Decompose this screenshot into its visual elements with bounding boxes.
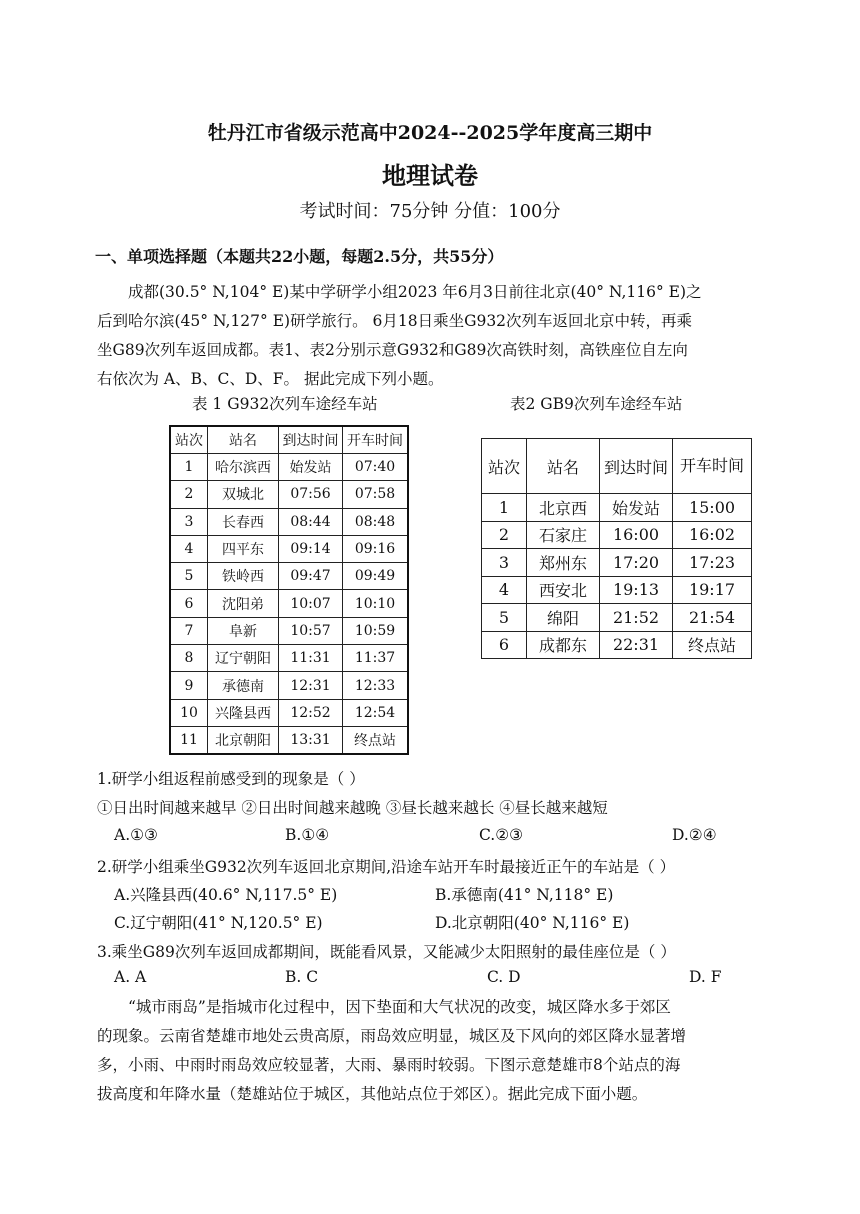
q2-option-a: A.兴隆县西(40.6° N,117.5° E) — [114, 886, 338, 904]
q3-stem: 3.乘坐G89次列车返回成都期间，既能看风景，又能减少太阳照射的最佳座位是（ ） — [97, 943, 676, 961]
table-row — [482, 604, 752, 632]
table-cell: 17:23 — [673, 549, 752, 577]
table-cell: 3 — [482, 549, 527, 577]
table-row — [170, 508, 408, 535]
q1-statements: ①日出时间越来越早 ②日出时间越来越晚 ③昼长越来越长 ④昼长越来越短 — [97, 799, 608, 817]
q3-option-b: B. C — [285, 968, 319, 986]
table-cell: 11:37 — [343, 645, 409, 672]
table-cell: 19:13 — [600, 576, 673, 604]
exam-title: 地理试卷 — [382, 161, 478, 190]
table-row — [170, 563, 408, 590]
table-header-row — [482, 439, 752, 494]
table-cell: 北京朝阳 — [208, 726, 279, 754]
exam-time-score: 考试时间：75分钟 分值：100分 — [299, 201, 561, 222]
table-cell: 9 — [170, 672, 208, 699]
table-cell: 5 — [170, 563, 208, 590]
table-cell: 8 — [170, 645, 208, 672]
table-cell: 6 — [170, 590, 208, 617]
table-cell: 21:54 — [673, 604, 752, 632]
table-row — [170, 617, 408, 644]
table2-caption: 表2 GB9次列车途经车站 — [510, 395, 683, 413]
intro-line-2: 后到哈尔滨(45° N,127° E)研学旅行。 6月18日乘坐G932次列车返回北京中转，再乘 — [97, 312, 693, 330]
table1-caption: 表 1 G932次列车途经车站 — [192, 395, 378, 413]
table-cell: 12:54 — [343, 699, 409, 726]
table-row — [482, 576, 752, 604]
table-cell: 双城北 — [208, 481, 279, 508]
table-cell: 10:57 — [279, 617, 343, 644]
table-cell: 西安北 — [527, 576, 600, 604]
table-cell: 10:10 — [343, 590, 409, 617]
table-cell: 17:20 — [600, 549, 673, 577]
q1-option-c: C.②③ — [479, 826, 524, 844]
table-cell: 09:14 — [279, 535, 343, 562]
table-cell: 辽宁朝阳 — [208, 645, 279, 672]
table-cell: 07:58 — [343, 481, 409, 508]
g932-timetable — [169, 425, 409, 755]
table-cell: 5 — [482, 604, 527, 632]
table-cell: 07:40 — [343, 454, 409, 481]
table-cell: 兴隆县西 — [208, 699, 279, 726]
q3-option-a: A. A — [114, 968, 147, 986]
table-cell: 成都东 — [527, 631, 600, 659]
table-cell: 2 — [170, 481, 208, 508]
table-cell: 石家庄 — [527, 521, 600, 549]
table-row — [482, 521, 752, 549]
table-cell: 09:47 — [279, 563, 343, 590]
table-cell: 13:31 — [279, 726, 343, 754]
table-row — [170, 481, 408, 508]
passage2-line-4: 拔高度和年降水量（楚雄站位于城区，其他站点位于郊区）。据此完成下面小题。 — [97, 1085, 648, 1103]
table-row — [482, 494, 752, 522]
table-row — [170, 454, 408, 481]
table-cell: 4 — [482, 576, 527, 604]
table-header-cell: 到达时间 — [600, 439, 673, 494]
table-cell: 1 — [170, 454, 208, 481]
table-cell: 12:52 — [279, 699, 343, 726]
table-cell: 7 — [170, 617, 208, 644]
table-cell: 承德南 — [208, 672, 279, 699]
table-cell: 12:33 — [343, 672, 409, 699]
table-cell: 郑州东 — [527, 549, 600, 577]
table-cell: 绵阳 — [527, 604, 600, 632]
table-cell: 阜新 — [208, 617, 279, 644]
table-cell: 22:31 — [600, 631, 673, 659]
exam-header-school: 牡丹江市省级示范高中2024--2025学年度高三期中 — [207, 122, 653, 144]
table-cell: 2 — [482, 521, 527, 549]
q2-option-b: B.承德南(41° N,118° E) — [435, 886, 614, 904]
table-cell: 始发站 — [600, 494, 673, 522]
table-cell: 21:52 — [600, 604, 673, 632]
passage2-line-1: “城市雨岛”是指城市化过程中，因下垫面和大气状况的改变，城区降水多于郊区 — [128, 998, 671, 1016]
table-header-row — [170, 426, 408, 454]
q3-option-c: C. D — [487, 968, 521, 986]
q3-option-d: D. F — [689, 968, 722, 986]
table-cell: 16:00 — [600, 521, 673, 549]
table-header-cell: 开车时间 — [673, 439, 752, 494]
table-cell: 4 — [170, 535, 208, 562]
q1-option-b: B.①④ — [285, 826, 330, 844]
table-cell: 始发站 — [279, 454, 343, 481]
table-header-cell: 站次 — [482, 439, 527, 494]
table-cell: 09:16 — [343, 535, 409, 562]
table-cell: 15:00 — [673, 494, 752, 522]
q1-option-d: D.②④ — [672, 826, 717, 844]
table-header-cell: 站名 — [208, 426, 279, 454]
intro-line-3: 坐G89次列车返回成都。表1、表2分别示意G932和G89次高铁时刻，高铁座位自左向 — [97, 341, 688, 359]
passage2-line-3: 多，小雨、中雨时雨岛效应较显著，大雨、暴雨时较弱。下图示意楚雄市8个站点的海 — [97, 1056, 681, 1074]
table-row — [170, 699, 408, 726]
table-cell: 07:56 — [279, 481, 343, 508]
table-cell: 11:31 — [279, 645, 343, 672]
table-row — [170, 535, 408, 562]
table-header-cell: 到达时间 — [279, 426, 343, 454]
table-header-cell: 站名 — [527, 439, 600, 494]
passage2-line-2: 的现象。云南省楚雄市地处云贵高原，雨岛效应明显，城区及下风向的郊区降水显著增 — [97, 1027, 687, 1045]
q1-option-a: A.①③ — [114, 826, 158, 844]
table-cell: 08:44 — [279, 508, 343, 535]
table-cell: 3 — [170, 508, 208, 535]
intro-line-1: 成都(30.5° N,104° E)某中学研学小组2023 年6月3日前往北京(40° N,116° E)之 — [128, 283, 702, 301]
table-cell: 11 — [170, 726, 208, 754]
intro-line-4: 右依次为 A、B、C、D、F。 据此完成下列小题。 — [97, 370, 444, 388]
table-row — [482, 549, 752, 577]
g89-timetable — [481, 438, 752, 659]
table-cell: 铁岭西 — [208, 563, 279, 590]
table-row — [170, 645, 408, 672]
table-cell: 长春西 — [208, 508, 279, 535]
q2-option-c: C.辽宁朝阳(41° N,120.5° E) — [114, 914, 323, 932]
table-cell: 08:48 — [343, 508, 409, 535]
table-cell: 终点站 — [673, 631, 752, 659]
table-cell: 沈阳弟 — [208, 590, 279, 617]
table-cell: 北京西 — [527, 494, 600, 522]
table-cell: 19:17 — [673, 576, 752, 604]
table-header-cell: 开车时间 — [343, 426, 409, 454]
table-row — [482, 631, 752, 659]
table-cell: 12:31 — [279, 672, 343, 699]
table-row — [170, 672, 408, 699]
table-cell: 四平东 — [208, 535, 279, 562]
table-cell: 09:49 — [343, 563, 409, 590]
q2-option-d: D.北京朝阳(40° N,116° E) — [435, 914, 630, 932]
table-cell: 1 — [482, 494, 527, 522]
table-cell: 终点站 — [343, 726, 409, 754]
table-cell: 16:02 — [673, 521, 752, 549]
table-cell: 10 — [170, 699, 208, 726]
table-header-cell: 站次 — [170, 426, 208, 454]
q2-stem: 2.研学小组乘坐G932次列车返回北京期间,沿途车站开车时最接近正午的车站是（ ） — [97, 858, 676, 876]
table-cell: 10:07 — [279, 590, 343, 617]
table-cell: 6 — [482, 631, 527, 659]
table-row — [170, 590, 408, 617]
table-cell: 10:59 — [343, 617, 409, 644]
q1-stem: 1.研学小组返程前感受到的现象是（ ） — [97, 770, 365, 788]
table-row — [170, 726, 408, 754]
table-cell: 哈尔滨西 — [208, 454, 279, 481]
section-heading: 一、单项选择题（本题共22小题，每题2.5分，共55分） — [95, 247, 504, 266]
